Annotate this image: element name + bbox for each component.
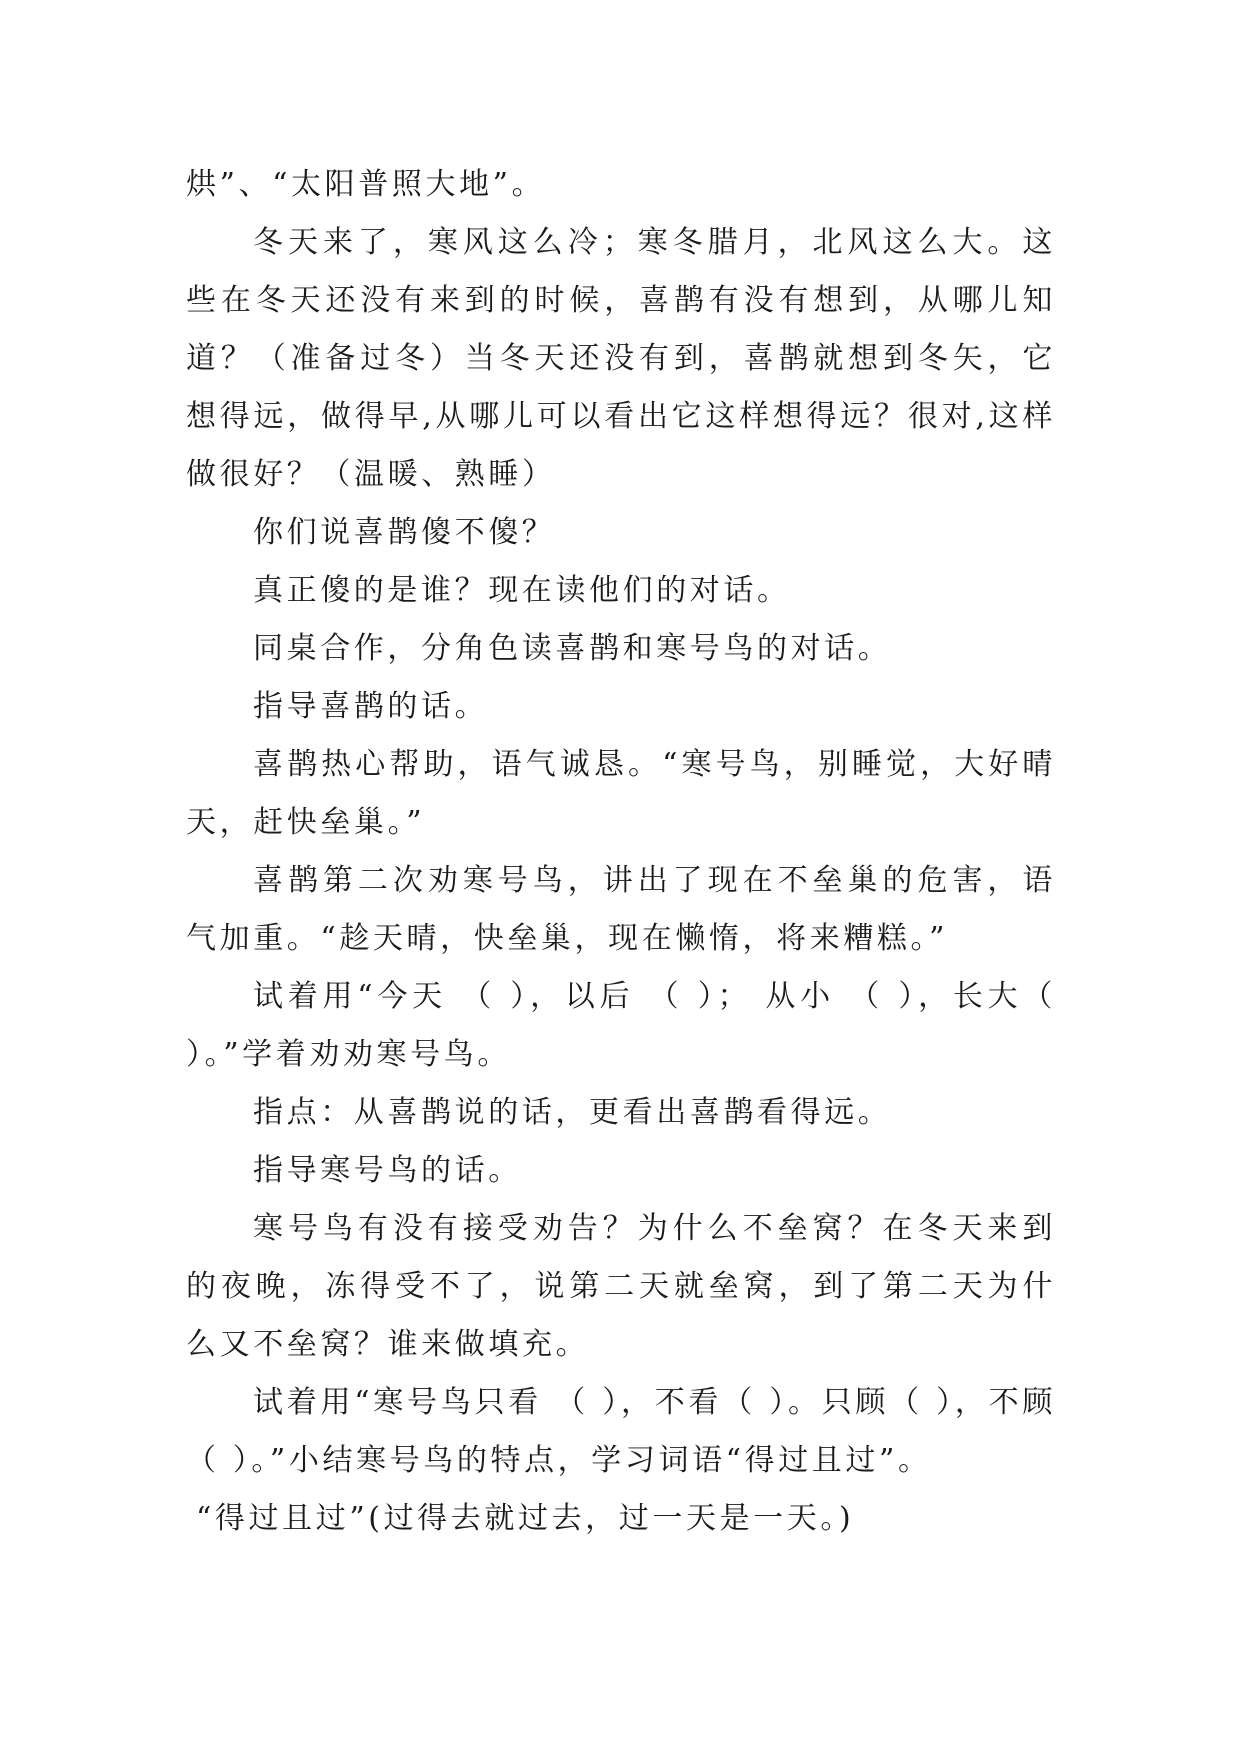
paragraph: 试着用“寒号鸟只看 （ ），不看（ ）。只顾（ ），不顾 （ ）。”小结寒号鸟的特点，学习词语“得过且过”。	[186, 1385, 1056, 1478]
paragraph: 冬天来了，寒风这么冷；寒冬腊月，北风这么大。这些在冬天还没有来到的时候，喜鹊有没有想到，从哪儿知道？（准备过冬）当冬天还没有到，喜鹊就想到冬矢，它想得远，做得早,从哪儿可以看出它这样想得远？很对,这样做很好？（温暖、熟睡）	[186, 225, 1056, 492]
paragraph: 试着用“今天 （ ），以后 （ ）； 从小 （ ），长大（ ）。”学着劝劝寒号鸟。	[186, 979, 1056, 1072]
paragraph: 指导喜鹊的话。	[253, 689, 489, 724]
paragraph: 同桌合作，分角色读喜鹊和寒号鸟的对话。	[253, 631, 892, 666]
paragraph: 喜鹊热心帮助，语气诚恳。“寒号鸟，别睡觉，大好晴天，赶快垒巢。”	[186, 747, 1056, 840]
paragraph: 喜鹊第二次劝寒号鸟，讲出了现在不垒巢的危害，语气加重。“趁天晴，快垒巢，现在懒惰，将来糟糕。”	[186, 863, 1056, 956]
paragraph: 指导寒号鸟的话。	[253, 1153, 522, 1188]
paragraph: 烘”、“太阳普照大地”。	[186, 167, 546, 202]
paragraph: “得过且过”(过得去就过去，过一天是一天。)	[196, 1501, 855, 1536]
paragraph: 寒号鸟有没有接受劝告？为什么不垒窝？在冬天来到的夜晚，冻得受不了，说第二天就垒窝，到了第二天为什么又不垒窝？谁来做填充。	[186, 1211, 1056, 1362]
paragraph: 真正傻的是谁？现在读他们的对话。	[253, 573, 791, 608]
document-body	[186, 156, 1056, 1548]
paragraph: 指点：从喜鹊说的话，更看出喜鹊看得远。	[253, 1095, 892, 1130]
paragraph: 你们说喜鹊傻不傻？	[253, 515, 556, 550]
